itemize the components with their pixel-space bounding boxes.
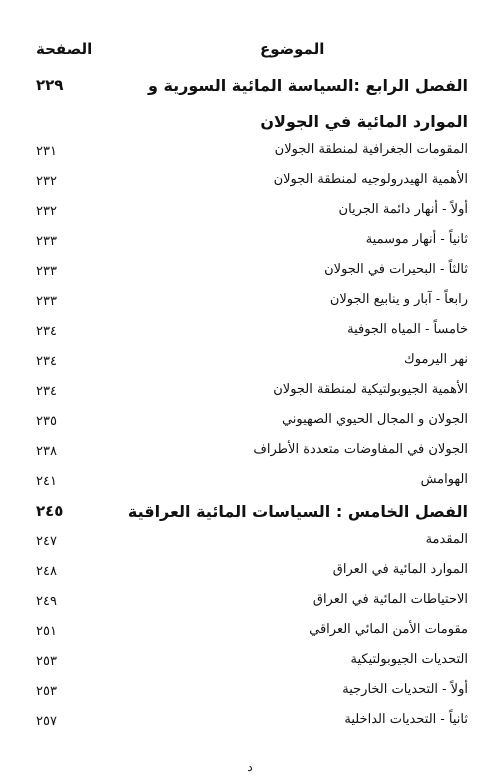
page-number: ٢٣٢: [36, 174, 57, 189]
entry-title: الأهمية الهيدرولوجيه لمنطقة الجولان: [273, 172, 468, 187]
toc-row: [36, 588, 468, 618]
toc-row: [36, 168, 468, 198]
page-number: ٢٣٨: [36, 444, 57, 459]
toc-row: [36, 618, 468, 648]
page-marker: د: [247, 760, 253, 774]
entry-title: أولاً - التحديات الخارجية: [342, 682, 468, 697]
entry-title: أولاً - أنهار دائمة الجريان: [338, 202, 468, 217]
page-number: ٢٣٣: [36, 294, 57, 309]
topic-column-heading: الموضوع: [260, 40, 325, 58]
toc-chapter-row: [36, 72, 468, 102]
toc-row: [36, 228, 468, 258]
toc-row: [36, 378, 468, 408]
toc-row: [36, 258, 468, 288]
toc-row: [36, 678, 468, 708]
entry-title: الموارد المائية في العراق: [332, 562, 468, 577]
page-number: ٢٣٢: [36, 204, 57, 219]
entry-title: المقدمة: [425, 532, 468, 547]
entry-title: التحديات الجيوبولتيكية: [350, 652, 468, 667]
chapter-title: الفصل الخامس : السياسات المائية العراقية: [127, 502, 468, 521]
page-number: ٢٢٩: [36, 76, 64, 94]
entry-title: الجولان في المفاوضات متعددة الأطراف: [253, 442, 468, 457]
page-number: ٢٣٤: [36, 324, 57, 339]
entry-title: خامساً - المياه الجوفية: [347, 322, 468, 337]
entry-title: الجولان و المجال الحيوي الصهيوني: [281, 412, 468, 427]
toc-row: [36, 528, 468, 558]
toc-list: [36, 72, 468, 738]
entry-title: مقومات الأمن المائي العراقي: [309, 622, 468, 637]
page-number: ٢٤١: [36, 474, 57, 489]
toc-row: [36, 438, 468, 468]
entry-title: الأهمية الجيوبولتيكية لمنطقة الجولان: [273, 382, 468, 397]
toc-chapter-row: [36, 102, 468, 138]
toc-row: [36, 318, 468, 348]
page-number: ٢٣٣: [36, 264, 57, 279]
toc-row: [36, 288, 468, 318]
page-number: ٢٤٧: [36, 534, 57, 549]
entry-title: الاحتياطات المائية في العراق: [312, 592, 468, 607]
toc-chapter-row: [36, 498, 468, 528]
page-number: ٢٣١: [36, 144, 57, 159]
page-number: ٢٣٣: [36, 234, 57, 249]
toc-row: [36, 138, 468, 168]
toc-row: [36, 348, 468, 378]
entry-title: الهوامش: [420, 472, 468, 487]
page-number: ٢٣٤: [36, 384, 57, 399]
toc-row: [36, 648, 468, 678]
entry-title: ثانياً - التحديات الداخلية: [344, 712, 468, 727]
toc-row: [36, 198, 468, 228]
entry-title: نهر اليرموك: [404, 352, 468, 367]
toc-header: [30, 40, 470, 64]
toc-row: [36, 468, 468, 498]
page-number: ٢٥١: [36, 624, 57, 639]
page-column-heading: الصفحة: [36, 40, 93, 58]
page-number: ٢٣٤: [36, 354, 57, 369]
chapter-title: الفصل الرابع :السياسة المائية السورية و: [147, 76, 468, 95]
toc-row: [36, 708, 468, 738]
page-number: ٢٥٧: [36, 714, 57, 729]
entry-title: رابعاً - آبار و ينابيع الجولان: [329, 292, 468, 307]
entry-title: المقومات الجغرافية لمنطقة الجولان: [274, 142, 468, 157]
toc-row: [36, 408, 468, 438]
page-number: ٢٤٨: [36, 564, 57, 579]
page-number: ٢٥٣: [36, 654, 57, 669]
page-number: ٢٥٣: [36, 684, 57, 699]
page-number: ٢٤٥: [36, 502, 64, 520]
page-number: ٢٤٩: [36, 594, 57, 609]
page-number: ٢٣٥: [36, 414, 57, 429]
entry-title: ثانياً - أنهار موسمية: [365, 232, 468, 247]
entry-title: ثالثاً - البحيرات في الجولان: [324, 262, 468, 277]
chapter-title: الموارد المائية في الجولان: [260, 112, 468, 131]
toc-row: [36, 558, 468, 588]
